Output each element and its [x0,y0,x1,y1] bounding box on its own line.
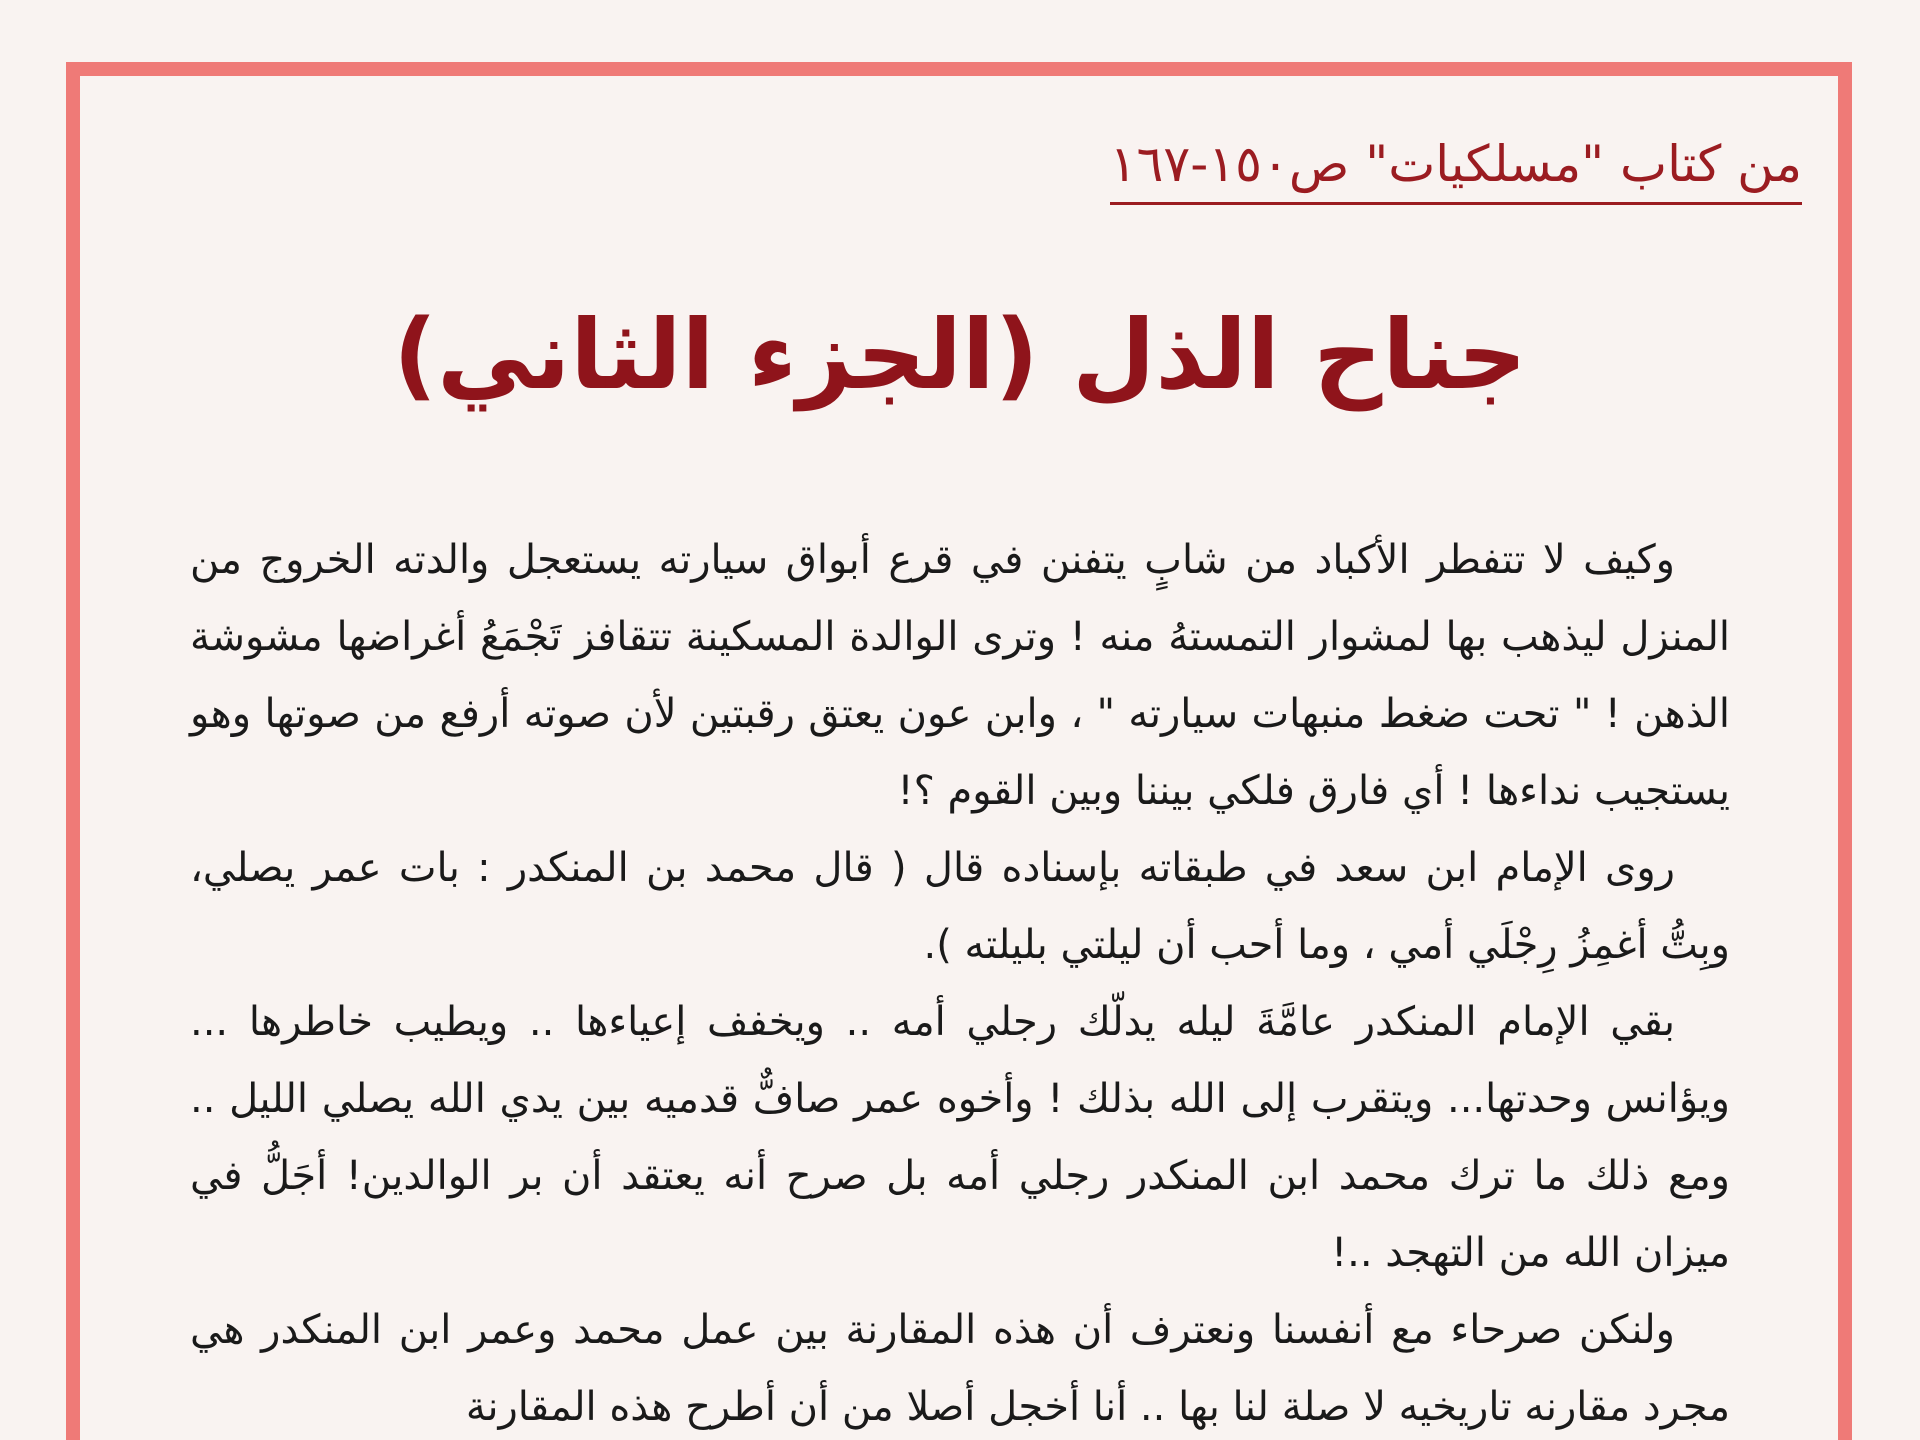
article-body [190,522,1730,1440]
paragraph: روى الإمام ابن سعد في طبقاته بإسناده قال ( قال محمد بن المنكدر : بات عمر يصلي، وبِتُّ أغمِزُ رِجْلَي أمي ، وما أحب أن ليلتي بليلته ). [190,845,1730,968]
article-title: جناح الذل (الجزء الثاني) [393,299,1527,411]
paragraph: بقي الإمام المنكدر عامَّةَ ليله يدلّك رجلي أمه .. ويخفف إعياءها .. ويطيب خاطرها ... ويؤانس وحدتها... ويتقرب إلى الله بذلك ! وأخوه عمر صافٌّ قدميه بين يدي الله يصلي الليل .. ومع ذلك ما ترك محمد ابن المنكدر رجلي أمه بل صرح أنه يعتقد أن بر الوالدين! أجَلُّ في ميزان الله من التهجد ..! [190,999,1730,1276]
paragraph: وكيف لا تتفطر الأكباد من شابٍ يتفنن في قرع أبواق سيارته يستعجل والدته الخروج من المنزل ليذهب بها لمشوار التمستهُ منه ! وترى الوالدة المسكينة تتقافز تَجْمَعُ أغراضها مشوشة الذهن ! " تحت ضغط منبهات سيارته " ، وابن عون يعتق رقبتين لأن صوته أرفع من صوتها وهو يستجيب نداءها ! أي فارق فلكي بيننا وبين القوم ؟! [190,537,1730,814]
paragraph: ولنكن صرحاء مع أنفسنا ونعترف أن هذه المقارنة بين عمل محمد وعمر ابن المنكدر هي مجرد مقارنه تاريخيه لا صلة لنا بها .. أنا أخجل أصلا من أن أطرح هذه المقارنة [190,1307,1730,1430]
source-reference: من كتاب "مسلكيات" ص١٥٠-١٦٧ [1110,128,1802,205]
